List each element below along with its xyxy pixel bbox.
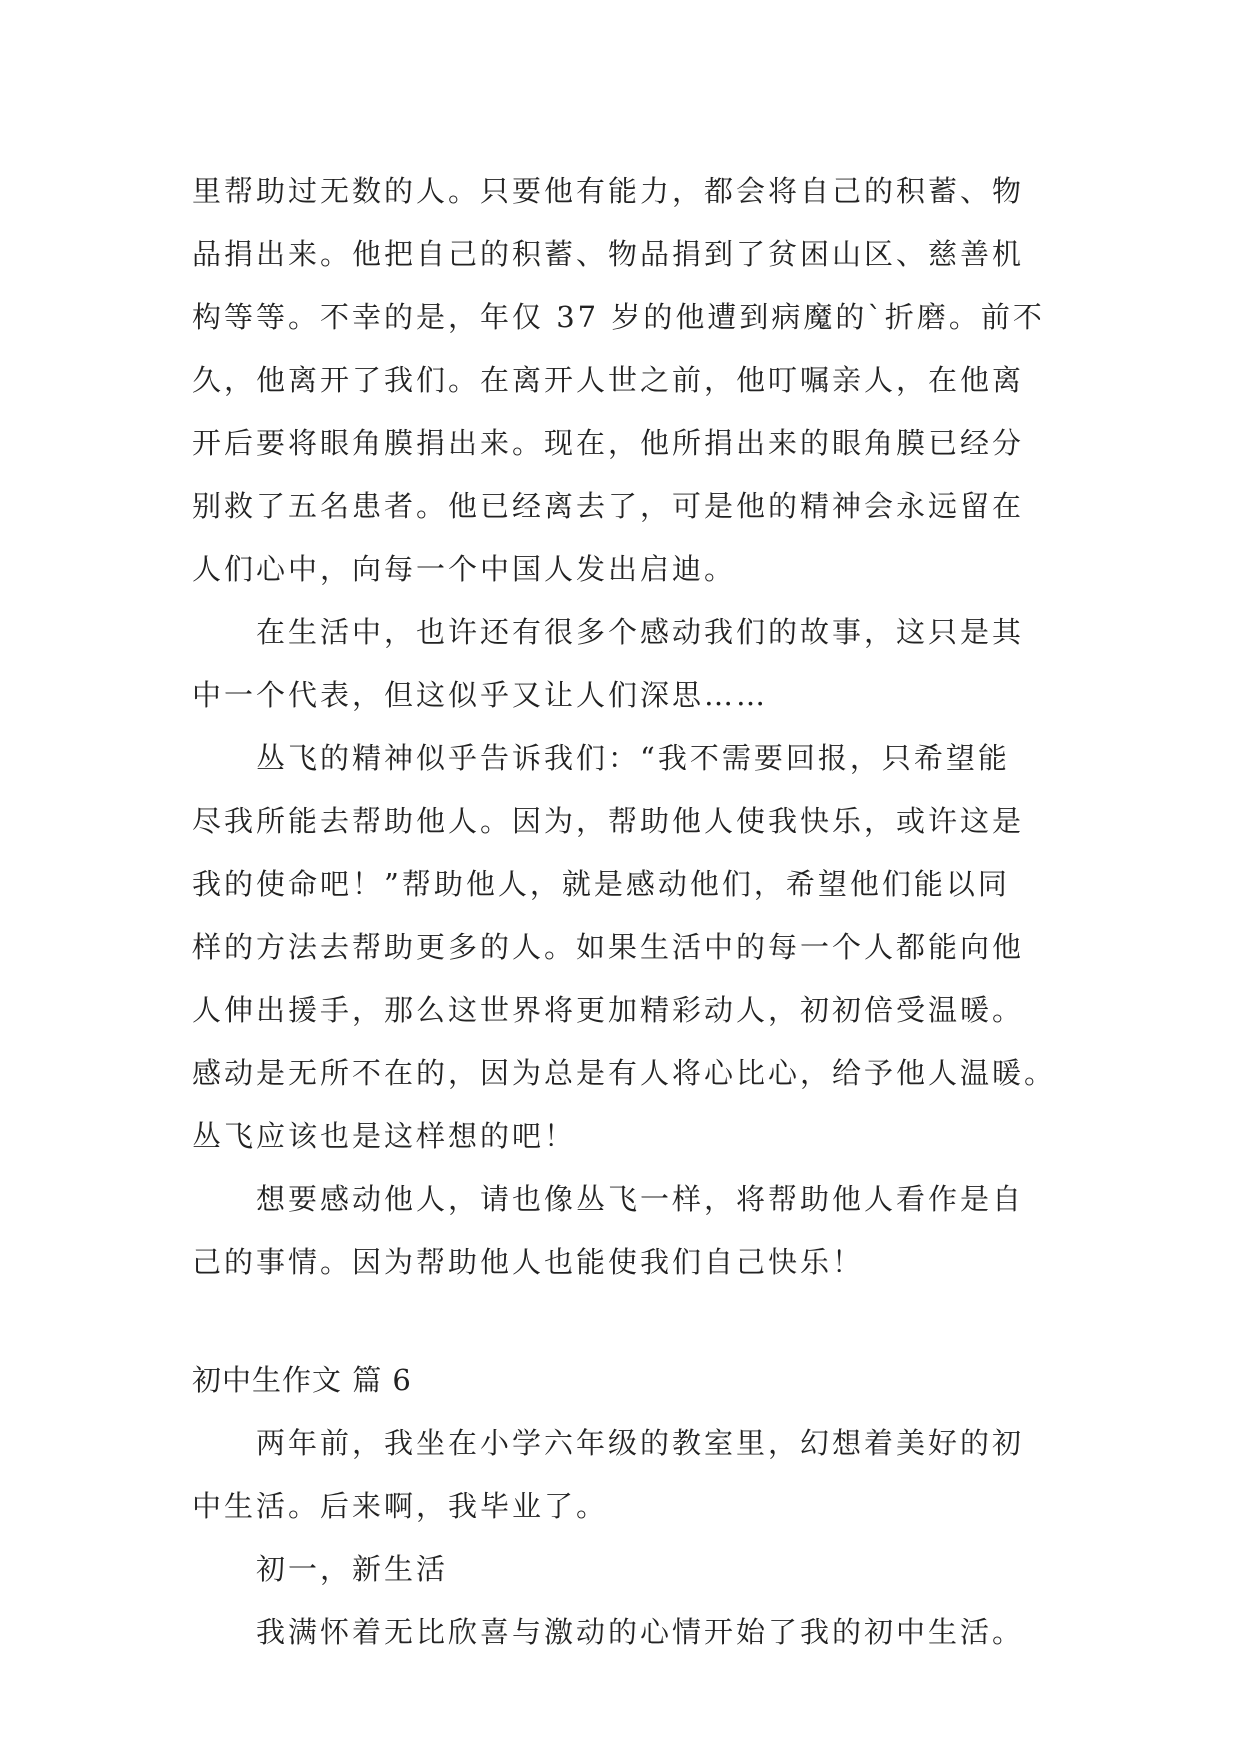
paragraph [192,601,1062,727]
text-line: 想要感动他人，请也像丛飞一样，将帮助他人看作是自 [256,1182,1025,1216]
paragraph [192,1412,1062,1538]
text-line: 人们心中，向每一个中国人发出启迪。 [192,552,737,586]
text-line: 丛飞的精神似乎告诉我们：“我不需要回报，只希望能 [256,741,1010,775]
text-line: 己的事情。因为帮助他人也能使我们自己快乐！ [192,1245,865,1279]
paragraph [192,1601,1062,1664]
text-line: 里帮助过无数的人。只要他有能力，都会将自己的积蓄、物 [192,174,1025,208]
text-line: 久，他离开了我们。在离开人世之前，他叮嘱亲人，在他离 [192,363,1025,397]
text-line: 品捐出来。他把自己的积蓄、物品捐到了贫困山区、慈善机 [192,237,1025,271]
paragraph [192,1168,1062,1294]
text-line: 中一个代表，但这似乎又让人们深思…… [192,678,769,712]
text-line: 初一，新生活 [256,1552,449,1586]
text-line: 感动是无所不在的，因为总是有人将心比心，给予他人温暖。 [192,1056,1057,1090]
text-line: 开后要将眼角膜捐出来。现在，他所捐出来的眼角膜已经分 [192,426,1025,460]
text-line: 我满怀着无比欣喜与激动的心情开始了我的初中生活。 [256,1615,1025,1649]
text-line: 构等等。不幸的是，年仅 37 岁的他遭到病魔的`折磨。前不 [192,300,1045,334]
text-line: 人伸出援手，那么这世界将更加精彩动人，初初倍受温暖。 [192,993,1025,1027]
paragraph [192,160,1062,601]
text-line: 尽我所能去帮助他人。因为，帮助他人使我快乐，或许这是 [192,804,1025,838]
text-line: 丛飞应该也是这样想的吧！ [192,1119,577,1153]
section-spacer [192,1294,1062,1349]
text-line: 别救了五名患者。他已经离去了，可是他的精神会永远留在 [192,489,1025,523]
paragraph [192,727,1062,1168]
section-title: 初中生作文 篇 6 [192,1363,412,1397]
text-line: 样的方法去帮助更多的人。如果生活中的每一个人都能向他 [192,930,1025,964]
paragraph [192,1538,1062,1601]
text-line: 在生活中，也许还有很多个感动我们的故事，这只是其 [256,615,1025,649]
document-body [192,160,1062,1664]
text-line: 中生活。后来啊，我毕业了。 [192,1489,609,1523]
text-line: 我的使命吧！”帮助他人，就是感动他们，希望他们能以同 [192,867,1010,901]
text-line: 两年前，我坐在小学六年级的教室里，幻想着美好的初 [256,1426,1025,1460]
